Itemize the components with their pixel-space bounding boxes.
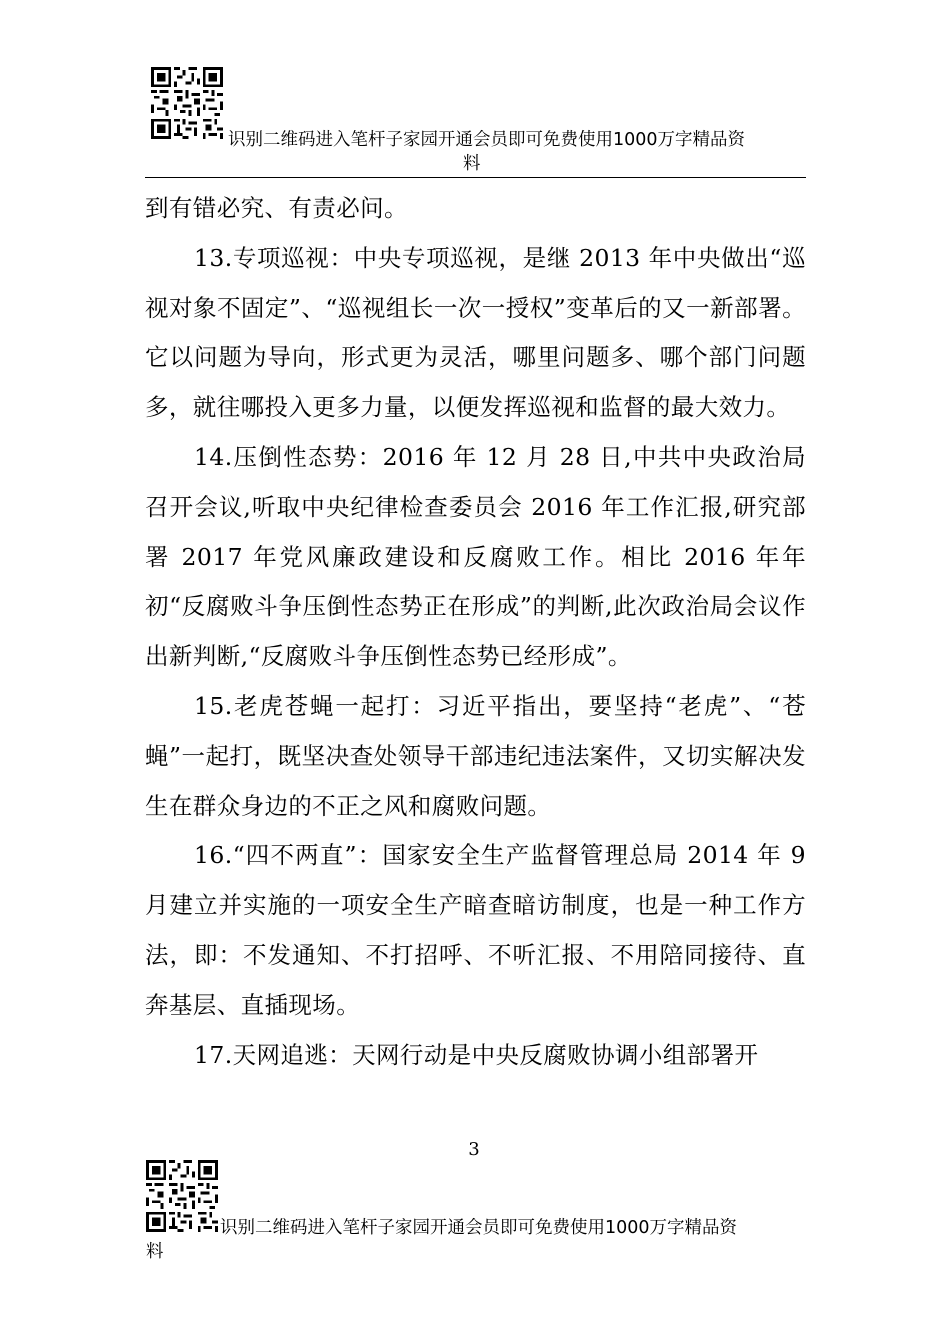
qr-code-icon[interactable] xyxy=(151,67,223,139)
page-number: 3 xyxy=(468,1139,480,1160)
paragraph-14: 14.压倒性态势：2016 年 12 月 28 日,中共中央政治局召开会议,听取中央纪律检查委员会 2016 年工作汇报,研究部署 2017 年党风廉政建设和反腐败工作。相比 2016 年年初“反腐败斗争压倒性态势正在形成”的判断,此次政治局会议作出新判断,“反腐败斗争压倒性态势已经形成”。 xyxy=(145,442,806,671)
paragraph-continuation: 到有错必究、有责必问。 xyxy=(145,194,408,222)
paragraph-15: 15.老虎苍蝇一起打：习近平指出，要坚持“老虎”、“苍蝇”一起打，既坚决查处领导干部违纪违法案件，又切实解决发生在群众身边的不正之风和腐败问题。 xyxy=(145,691,806,820)
body-text xyxy=(145,184,806,1080)
paragraph-17: 17.天网追逃：天网行动是中央反腐败协调小组部署开 xyxy=(194,1040,759,1069)
footer-banner-line1: 识别二维码进入笔杆子家园开通会员即可免费使用1000万字精品资 xyxy=(220,1218,738,1238)
header-banner-line2: 料 xyxy=(463,154,481,174)
paragraph-13: 13.专项巡视：中央专项巡视，是继 2013 年中央做出“巡视对象不固定”、“巡视组长一次一授权”变革后的又一新部署。它以问题为导向，形式更为灵活，哪里问题多、哪个部门问题多，就往哪投入更多力量，以便发挥巡视和监督的最大效力。 xyxy=(145,243,806,422)
header-banner-line1: 识别二维码进入笔杆子家园开通会员即可免费使用1000万字精品资 xyxy=(228,130,746,150)
paragraph-16: 16.“四不两直”：国家安全生产监督管理总局 2014 年 9 月建立并实施的一项安全生产暗查暗访制度，也是一种工作方法，即：不发通知、不打招呼、不听汇报、不用陪同接待、直奔基层、直插现场。 xyxy=(145,841,806,1019)
footer-banner-line2: 料 xyxy=(146,1242,164,1262)
qr-code-graphic xyxy=(146,1160,218,1232)
qr-code-graphic xyxy=(151,67,223,139)
header-divider xyxy=(145,177,806,178)
qr-code-icon[interactable] xyxy=(146,1160,218,1232)
